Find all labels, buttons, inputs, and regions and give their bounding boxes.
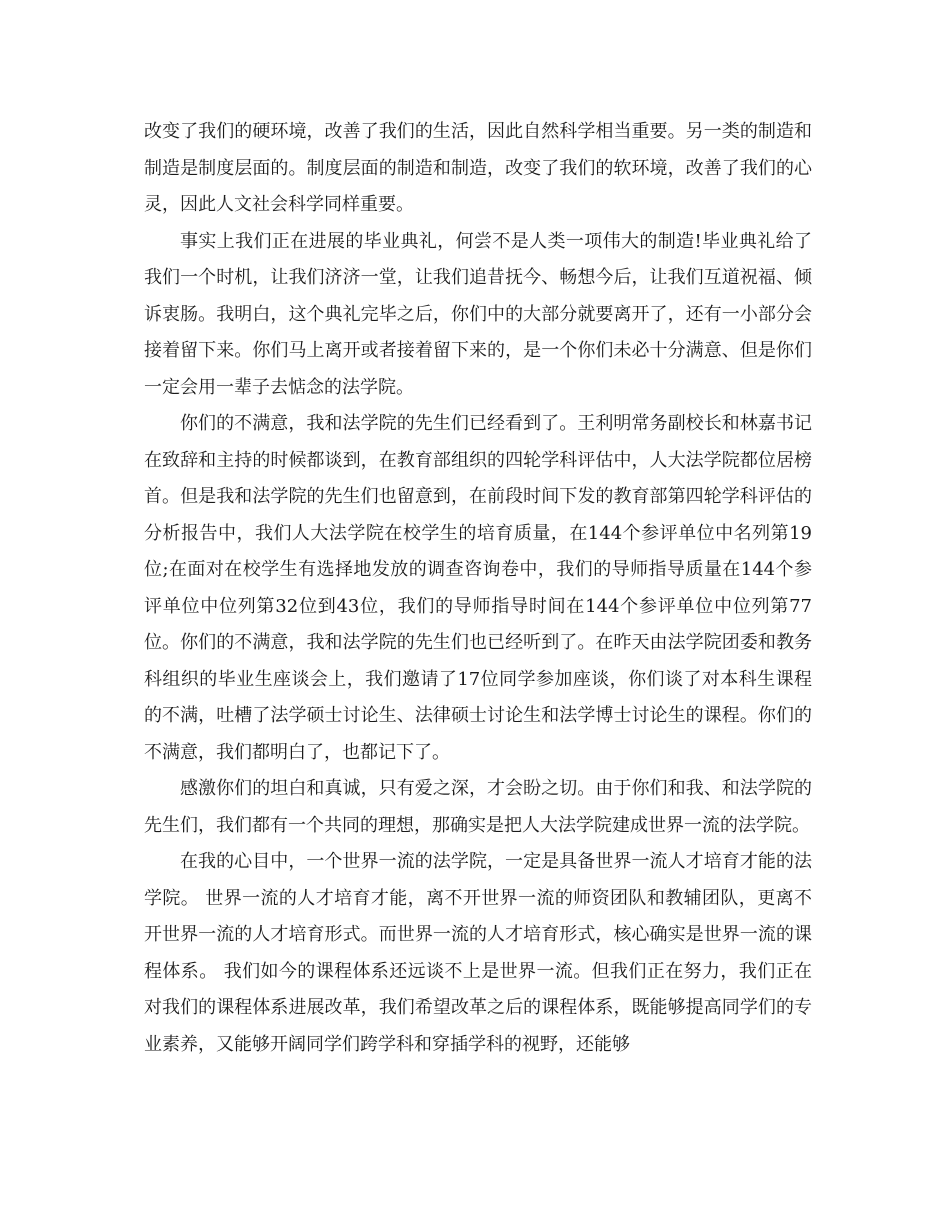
paragraph-graduation-ceremony: 事实上我们正在进展的毕业典礼，何尝不是人类一项伟大的制造!毕业典礼给了我们一个时机，让我们济济一堂，让我们追昔抚今、畅想今后，让我们互道祝福、倾诉衷肠。我明白，这个典礼完毕之后，你们中的大部分就要离开了，还有一小部分会接着留下来。你们马上离开或者接着留下来的，是一个你们未必十分满意、但是你们一定会用一辈子去惦念的法学院。 [144, 230, 812, 398]
paragraph-dissatisfaction: 你们的不满意，我和法学院的先生们已经看到了。王利明常务副校长和林嘉书记在致辞和主持的时候都谈到，在教育部组织的四轮学科评估中，人大法学院都位居榜首。但是我和法学院的先生们也留意到，在前段时间下发的教育部第四轮学科评估的分析报告中，我们人大法学院在校学生的培育质量，在144个参评单位中名列第19位;在面对在校学生有选择地发放的调查咨询卷中，我们的导师指导质量在144个参评单位中位列第32位到43位，我们的导师指导时间在144个参评单位中位列第77位。你们的不满意，我和法学院的先生们也已经听到了。在昨天由法学院团委和教务科组织的毕业生座谈会上，我们邀请了17位同学参加座谈，你们谈了对本科生课程的不满，吐槽了法学硕士讨论生、法律硕士讨论生和法学博士讨论生的课程。你们的不满意，我们都明白了，也都记下了。 [144, 413, 812, 763]
document-body [144, 114, 812, 1063]
paragraph-continuation: 改变了我们的硬环境，改善了我们的生活，因此自然科学相当重要。另一类的制造和制造是制度层面的。制度层面的制造和制造，改变了我们的软环境，改善了我们的心灵，因此人文社会科学同样重要。 [144, 121, 812, 215]
paragraph-world-class: 在我的心目中，一个世界一流的法学院，一定是具备世界一流人才培育才能的法学院。 世界一流的人才培育才能，离不开世界一流的师资团队和教辅团队，更离不开世界一流的人才培育形式。而世界一流的人才培育形式，核心确实是世界一流的课程体系。 我们如今的课程体系还远谈不上是世界一流。但我们正在努力，我们正在对我们的课程体系进展改革，我们希望改革之后的课程体系，既能够提高同学们的专业素养，又能够开阔同学们跨学科和穿插学科的视野，还能够 [144, 851, 812, 1055]
paragraph-gratitude: 感激你们的坦白和真诚，只有爱之深，才会盼之切。由于你们和我、和法学院的先生们，我们都有一个共同的理想，那确实是把人大法学院建成世界一流的法学院。 [144, 778, 812, 836]
